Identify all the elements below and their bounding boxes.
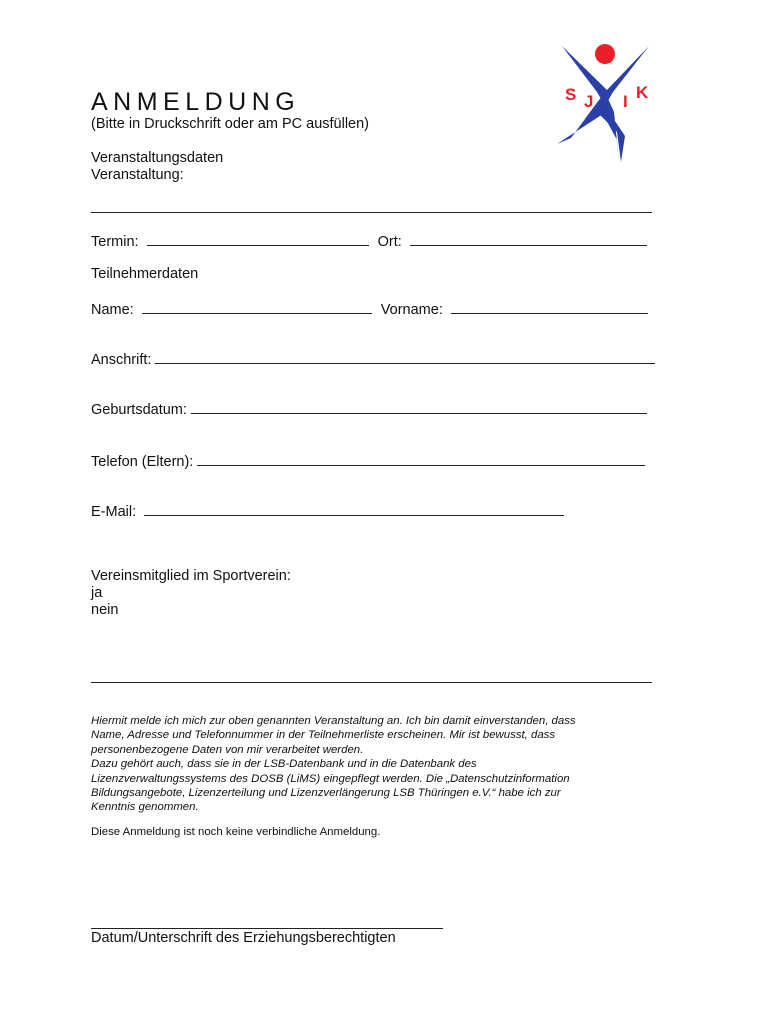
page-title: ANMELDUNG [91,88,301,116]
subtitle: (Bitte in Druckschrift oder am PC ausfüllen) [91,116,370,132]
logo-letter-s: S [565,85,577,104]
logo-letter-j: J [584,92,594,111]
consent-line: Name, Adresse und Telefonnummer in der Teilnehmerliste erscheinen. Mir ist bewusst, dass [91,729,556,742]
non-binding-note: Diese Anmeldung ist noch keine verbindliche Anmeldung. [91,826,381,838]
place-label: Ort: [377,234,402,250]
address-row [91,350,655,369]
logo-letter-i: I [623,92,628,111]
consent-line: personenbezogene Daten von mir verarbeitet werden. [91,743,364,756]
consent-line: Lizenzverwaltungssystems des DOSB (LiMS) eingepflegt werden. Die „Datenschutzinformation [91,772,570,785]
address-label: Anschrift: [91,352,152,368]
birthdate-label: Geburtsdatum: [91,402,187,418]
membership-yes-option[interactable]: ja [91,585,103,601]
sjik-logo [557,40,657,165]
name-input-line[interactable] [142,300,372,314]
event-input-line[interactable] [91,212,652,213]
firstname-input-line[interactable] [451,300,648,314]
membership-label: Vereinsmitglied im Sportverein: [91,568,291,584]
firstname-label: Vorname: [380,302,443,318]
email-row [91,502,564,521]
event-label: Veranstaltung: [91,167,184,183]
membership-no-option[interactable]: nein [91,602,119,618]
phone-row [91,452,645,471]
participant-section-heading: Teilnehmerdaten [91,266,199,282]
separator-line [91,682,652,683]
consent-line: Kenntnis genommen. [91,801,199,814]
birthdate-row [91,400,647,419]
signature-label: Datum/Unterschrift des Erziehungsberechtigten [91,930,396,946]
birthdate-input-line[interactable] [191,400,647,414]
address-input-line[interactable] [155,350,655,364]
email-label: E-Mail: [91,504,137,520]
consent-text [91,714,651,815]
logo-letter-k: K [636,83,649,102]
name-label: Name: [91,302,134,318]
consent-line: Bildungsangebote, Lizenzerteilung und Lizenzverlängerung LSB Thüringen e.V.“ habe ich zur [91,787,561,800]
phone-label: Telefon (Eltern): [91,454,194,470]
date-row [91,232,647,251]
email-input-line[interactable] [144,502,564,516]
place-input-line[interactable] [410,232,647,246]
consent-line: Dazu gehört auch, dass sie in der LSB-Datenbank und in die Datenbank des [91,758,477,771]
signature-line[interactable] [91,928,443,929]
phone-input-line[interactable] [197,452,645,466]
name-row [91,300,648,319]
event-section-heading: Veranstaltungsdaten [91,150,224,166]
date-label: Termin: [91,234,139,250]
date-input-line[interactable] [147,232,369,246]
consent-line: Hiermit melde ich mich zur oben genannten Veranstaltung an. Ich bin damit einverstanden, dass [91,715,576,727]
